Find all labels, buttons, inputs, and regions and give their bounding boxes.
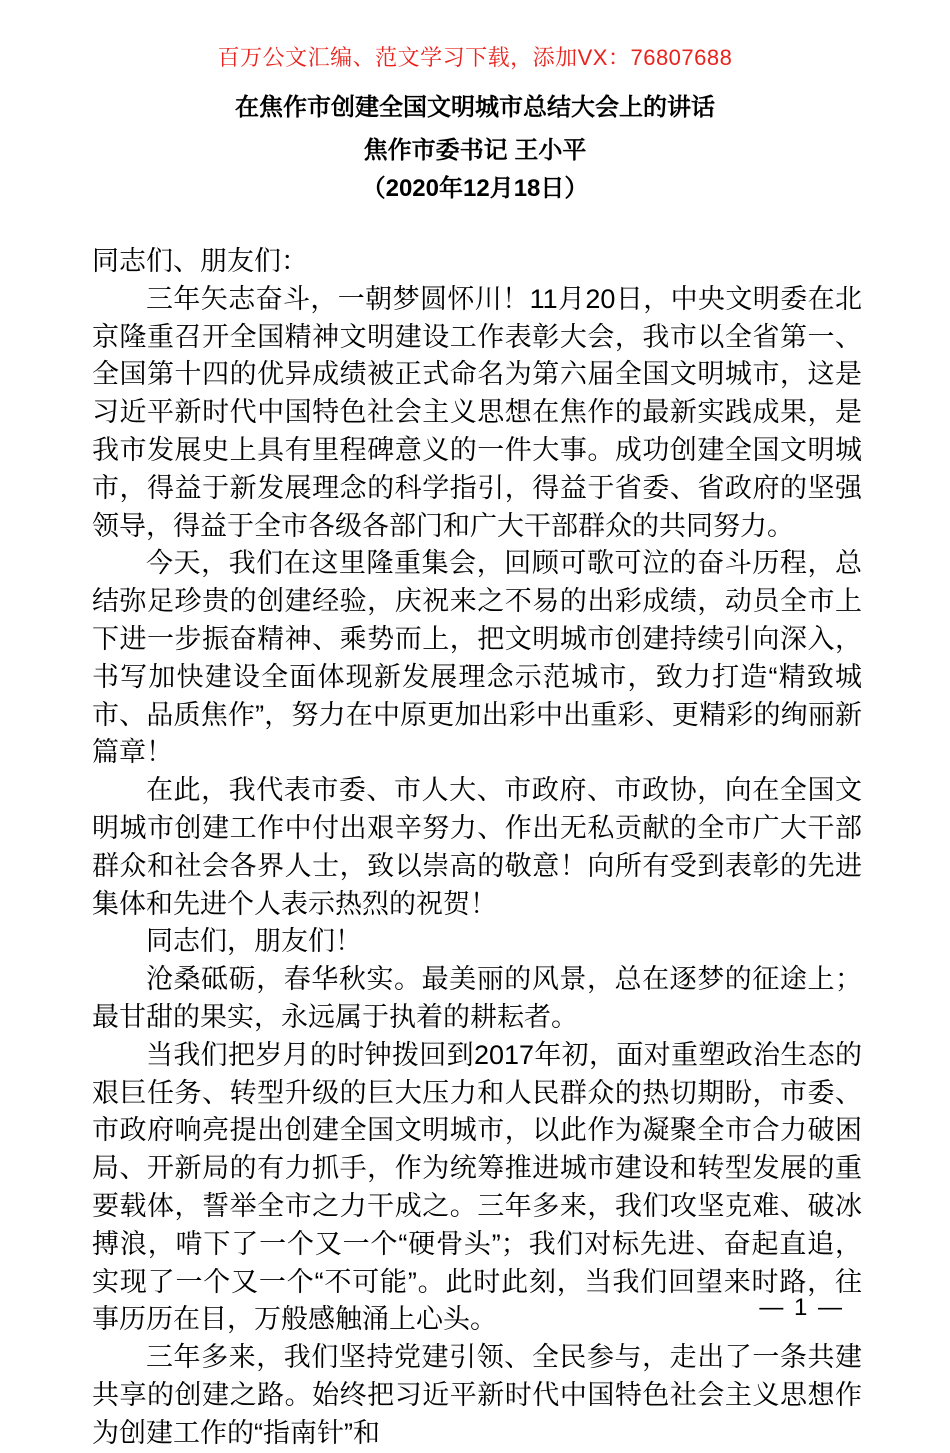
paragraph: 当我们把岁月的时钟拨回到2017年初，面对重塑政治生态的艰巨任务、转型升级的巨大压力和人民群众的热切期盼，市委、市政府响亮提出创建全国文明城市，以此作为凝聚全市合力破困局、开新局的有力抓手，作为统筹推进城市建设和转型发展的重要载体，誓举全市之力干成之。三年多来，我们攻坚克难、破冰搏浪，啃下了一个又一个“硬骨头”；我们对标先进、奋起直追，实现了一个又一个“不可能”。此时此刻，当我们回望来时路，往事历历在目，万般感触涌上心头。	[92, 1039, 862, 1335]
paragraph: 沧桑砥砺，春华秋实。最美丽的风景，总在逐梦的征途上；最甘甜的果实，永远属于执着的耕耘者。	[92, 964, 862, 1032]
author-line: 焦作市委书记 王小平	[363, 137, 587, 164]
document-body	[92, 243, 862, 1453]
greeting-line: 同志们、朋友们：	[92, 246, 308, 276]
watermark-notice: 百万公文汇编、范文学习下载，添加VX：76807688	[217, 45, 733, 70]
date-line: （2020年12月18日）	[361, 175, 589, 202]
paragraph: 在此，我代表市委、市人大、市政府、市政协，向在全国文明城市创建工作中付出艰辛努力、作出无私贡献的全市广大干部群众和社会各界人士，致以崇高的敬意！向所有受到表彰的先进集体和先进个人表示热烈的祝贺！	[92, 775, 862, 919]
paragraph: 三年多来，我们坚持党建引领、全民参与，走出了一条共建共享的创建之路。始终把习近平新时代中国特色社会主义思想作为创建工作的“指南针”和	[92, 1342, 862, 1448]
page-number: — 1 —	[759, 1294, 844, 1321]
paragraph: 同志们，朋友们！	[146, 926, 362, 957]
paragraph: 三年矢志奋斗，一朝梦圆怀川！11月20日，中央文明委在北京隆重召开全国精神文明建设工作表彰大会，我市以全省第一、全国第十四的优异成绩被正式命名为第六届全国文明城市，这是习近平新时代中国特色社会主义思想在焦作的最新实践成果，是我市发展史上具有里程碑意义的一件大事。成功创建全国文明城市，得益于新发展理念的科学指引，得益于省委、省政府的坚强领导，得益于全市各级各部门和广大干部群众的共同努力。	[92, 283, 862, 541]
paragraph: 今天，我们在这里隆重集会，回顾可歌可泣的奋斗历程，总结弥足珍贵的创建经验，庆祝来之不易的出彩成绩，动员全市上下进一步振奋精神、乘势而上，把文明城市创建持续引向深入，书写加快建设全面体现新发展理念示范城市，致力打造“精致城市、品质焦作”，努力在中原更加出彩中出重彩、更精彩的绚丽新篇章！	[92, 548, 862, 768]
page-title: 在焦作市创建全国文明城市总结大会上的讲话	[235, 94, 715, 121]
